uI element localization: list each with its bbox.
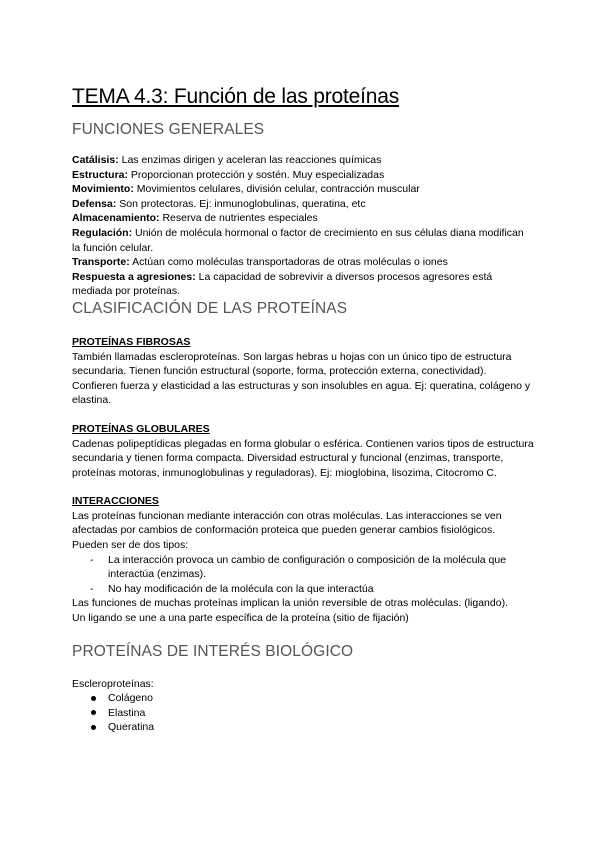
list-item xyxy=(72,706,534,721)
function-item xyxy=(72,255,534,270)
escleroproteinas-label: Escleroproteínas: xyxy=(72,677,154,690)
bullet-icon xyxy=(91,696,96,701)
document-title: TEMA 4.3: Función de las proteínas xyxy=(72,85,400,108)
function-text: Unión de molécula hormonal o factor de crecimiento en sus células diana modifican la función celular. xyxy=(72,226,524,254)
function-term: Defensa: xyxy=(72,197,117,210)
list-item-text: No hay modificación de la molécula con la que interactúa xyxy=(108,582,374,595)
paragraph-globulares: Cadenas polipeptídicas plegadas en forma globular o esférica. Contienen varios tipos de estructura secundaria y tienen forma compacta. Diversidad estructural y funcional (enzimas, transporte, proteínas motoras, inmunoglobulinas y reguladoras). Ej: mioglobina, lisozima, Citocromo C. xyxy=(72,437,534,479)
function-text: La capacidad de sobrevivir a diversos procesos agresores está mediada por proteínas. xyxy=(72,270,493,298)
function-text: Reserva de nutrientes especiales xyxy=(159,212,318,225)
list-item xyxy=(72,582,534,597)
list-item-text: Elastina xyxy=(108,706,146,719)
function-item xyxy=(72,182,534,197)
function-item xyxy=(72,226,534,255)
paragraph-sitio-fijacion: Un ligando se une a una parte específica de la proteína (sitio de fijación) xyxy=(72,612,409,625)
list-item xyxy=(72,720,534,735)
interaction-types-list xyxy=(72,553,534,597)
dash-mark: - xyxy=(90,582,94,595)
function-item xyxy=(72,270,534,299)
bullet-icon xyxy=(91,725,96,730)
function-item xyxy=(72,197,534,212)
function-term: Respuesta a agresiones: xyxy=(72,270,196,283)
document-page xyxy=(72,84,534,735)
heading-funciones-generales: FUNCIONES GENERALES xyxy=(72,121,265,138)
escleroproteinas-list xyxy=(72,691,534,735)
list-item-text: La interacción provoca un cambio de configuración o composición de la molécula que interactúa (enzimas). xyxy=(108,553,507,581)
paragraph-interacciones: Las proteínas funcionan mediante interacción con otras moléculas. Las interacciones se ven afectadas por cambios de conformación proteica que pueden generar cambios fisiológicos. Pueden ser de dos tipos: xyxy=(72,509,502,552)
list-item xyxy=(72,691,534,706)
function-term: Transporte: xyxy=(72,256,130,269)
subheading-fibrosas: PROTEÍNAS FIBROSAS xyxy=(72,335,191,348)
function-text: Movimientos celulares, división celular, contracción muscular xyxy=(133,183,420,196)
paragraph-fibrosas: También llamadas escleroproteínas. Son largas hebras u hojas con un único tipo de estructura secundaria. Tienen función estructural (soporte, forma, protección externa, conectividad). Confieren fuerza y elasticidad a las estructuras y son insolubles en agua. Ej: queratina, colágeno y elastina. xyxy=(72,350,531,407)
function-item xyxy=(72,153,534,168)
function-item xyxy=(72,211,534,226)
function-text: Las enzimas dirigen y aceleran las reacciones químicas xyxy=(118,154,382,166)
function-term: Movimiento: xyxy=(72,183,134,196)
function-term: Estructura: xyxy=(72,168,129,181)
heading-clasificacion: CLASIFICACIÓN DE LAS PROTEÍNAS xyxy=(72,299,348,317)
function-item xyxy=(72,168,534,183)
function-term: Almacenamiento: xyxy=(72,212,160,225)
function-term: Regulación: xyxy=(72,226,133,239)
list-item-text: Colágeno xyxy=(108,692,153,705)
heading-interes-biologico: PROTEÍNAS DE INTERÉS BIOLÓGICO xyxy=(72,642,354,660)
list-item-text: Queratina xyxy=(108,721,155,734)
subheading-interacciones: INTERACCIONES xyxy=(72,495,159,508)
function-term: Catálisis: xyxy=(72,154,119,166)
functions-list xyxy=(72,153,534,299)
subheading-globulares: PROTEÍNAS GLOBULARES xyxy=(72,422,210,435)
dash-mark: - xyxy=(90,553,94,566)
function-text: Proporcionan protección y sostén. Muy especializadas xyxy=(128,168,385,181)
function-text: Son protectoras. Ej: inmunoglobulinas, queratina, etc xyxy=(116,197,366,210)
list-item xyxy=(72,553,534,582)
paragraph-ligando: Las funciones de muchas proteínas implican la unión reversible de otras moléculas. (ligando). xyxy=(72,597,508,610)
bullet-icon xyxy=(91,710,96,715)
function-text: Actúan como moléculas transportadoras de otras moléculas o iones xyxy=(129,256,448,269)
